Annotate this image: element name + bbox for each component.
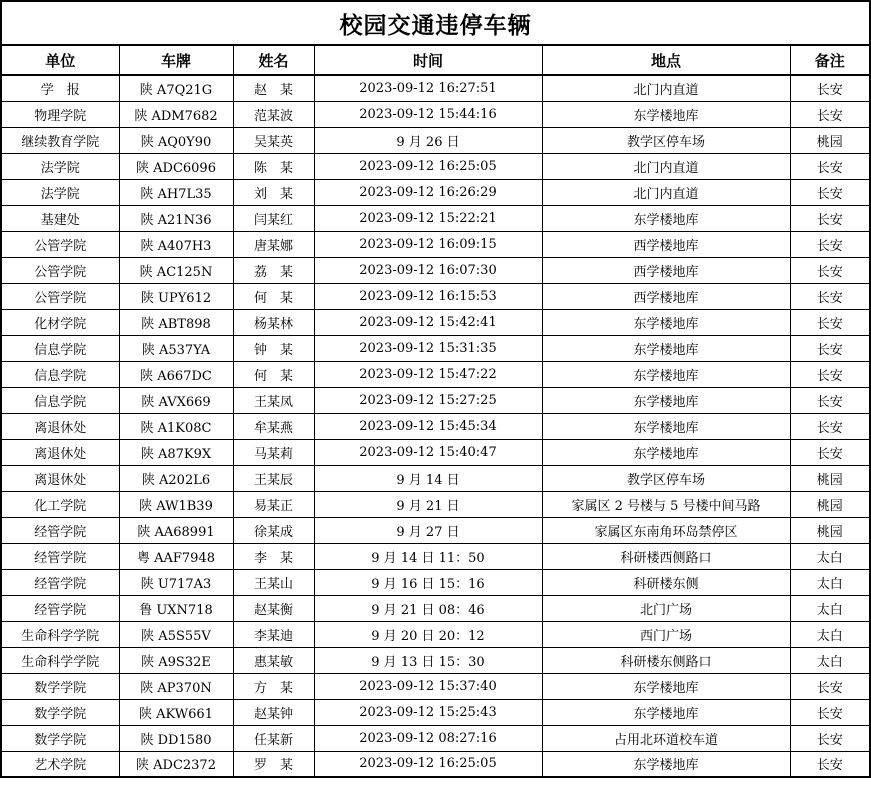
table-cell: 桃园 [790,127,870,153]
table-cell: 长安 [790,75,870,101]
table-cell: 2023-09-12 15:44:16 [314,101,542,127]
table-cell: 赵 某 [233,75,314,101]
table-row [1,517,870,543]
table-cell: 2023-09-12 08:27:16 [314,725,542,751]
table-cell: 长安 [790,673,870,699]
table-cell: 9 月 14 日 11：50 [314,543,542,569]
table-cell: 东学楼地库 [542,205,790,231]
column-header: 单位 [1,45,119,75]
table-cell: 基建处 [1,205,119,231]
table-cell: 惠某敏 [233,647,314,673]
column-header: 车牌 [119,45,233,75]
table-cell: 数学学院 [1,673,119,699]
table-cell: 吴某英 [233,127,314,153]
table-cell: 陕 ADM7682 [119,101,233,127]
table-row [1,543,870,569]
table-cell: 陕 AW1B39 [119,491,233,517]
table-cell: 长安 [790,257,870,283]
table-cell: 长安 [790,179,870,205]
table-row [1,205,870,231]
table-row [1,309,870,335]
column-header: 备注 [790,45,870,75]
table-cell: 东学楼地库 [542,309,790,335]
table-row [1,621,870,647]
table-cell: 东学楼地库 [542,673,790,699]
table-cell: 2023-09-12 15:40:47 [314,439,542,465]
table-cell: 科研楼东侧 [542,569,790,595]
page-title: 校园交通违停车辆 [1,1,870,45]
table-cell: 2023-09-12 16:15:53 [314,283,542,309]
table-cell: 陕 A1K08C [119,413,233,439]
table-cell: 2023-09-12 16:09:15 [314,231,542,257]
table-cell: 公管学院 [1,257,119,283]
table-cell: 公管学院 [1,283,119,309]
table-cell: 粤 AAF7948 [119,543,233,569]
table-cell: 西学楼地库 [542,257,790,283]
table-cell: 离退休处 [1,413,119,439]
table-cell: 信息学院 [1,335,119,361]
table-row [1,335,870,361]
table-cell: 长安 [790,699,870,725]
table-cell: 何 某 [233,283,314,309]
table-cell: 艺术学院 [1,751,119,777]
table-row [1,439,870,465]
table-cell: 荔 某 [233,257,314,283]
table-cell: 陕 ABT898 [119,309,233,335]
table-cell: 2023-09-12 16:27:51 [314,75,542,101]
table-cell: 牟某燕 [233,413,314,439]
table-cell: 教学区停车场 [542,127,790,153]
table-cell: 经管学院 [1,595,119,621]
table-cell: 长安 [790,231,870,257]
table-cell: 陕 A5S55V [119,621,233,647]
table-cell: 化材学院 [1,309,119,335]
table-cell: 陕 A21N36 [119,205,233,231]
table-cell: 2023-09-12 15:27:25 [314,387,542,413]
table-cell: 鲁 UXN718 [119,595,233,621]
title-row [1,1,870,45]
table-cell: 任某新 [233,725,314,751]
table-cell: 9 月 26 日 [314,127,542,153]
table-cell: 桃园 [790,517,870,543]
table-cell: 王某凤 [233,387,314,413]
table-cell: 化工学院 [1,491,119,517]
table-cell: 数学学院 [1,725,119,751]
table-cell: 法学院 [1,179,119,205]
table-cell: 陕 U717A3 [119,569,233,595]
table-row [1,257,870,283]
table-cell: 长安 [790,361,870,387]
table-cell: 物理学院 [1,101,119,127]
table-cell: 徐某成 [233,517,314,543]
table-cell: 北门内直道 [542,75,790,101]
table-cell: 陕 AQ0Y90 [119,127,233,153]
table-cell: 9 月 20 日 20：12 [314,621,542,647]
table-cell: 家属区 2 号楼与 5 号楼中间马路 [542,491,790,517]
table-cell: 长安 [790,153,870,179]
table-row [1,127,870,153]
table-row [1,101,870,127]
table-cell: 陕 AA68991 [119,517,233,543]
table-cell: 生命科学学院 [1,647,119,673]
table-cell: 方 某 [233,673,314,699]
table-cell: 2023-09-12 16:25:05 [314,751,542,777]
table-cell: 刘 某 [233,179,314,205]
table-cell: 占用北环道校车道 [542,725,790,751]
table-cell: 东学楼地库 [542,387,790,413]
table-row [1,153,870,179]
table-cell: 陕 AKW661 [119,699,233,725]
table-cell: 长安 [790,725,870,751]
table-cell: 陕 AP370N [119,673,233,699]
table-cell: 东学楼地库 [542,361,790,387]
table-row [1,413,870,439]
table-cell: 长安 [790,335,870,361]
table-cell: 陕 AC125N [119,257,233,283]
table-cell: 桃园 [790,491,870,517]
table-cell: 教学区停车场 [542,465,790,491]
table-cell: 钟 某 [233,335,314,361]
table-cell: 经管学院 [1,569,119,595]
table-cell: 东学楼地库 [542,699,790,725]
table-cell: 长安 [790,413,870,439]
table-cell: 继续教育学院 [1,127,119,153]
table-cell: 马某莉 [233,439,314,465]
table-cell: 东学楼地库 [542,101,790,127]
table-cell: 陕 A202L6 [119,465,233,491]
table-cell: 何 某 [233,361,314,387]
table-cell: 公管学院 [1,231,119,257]
table-cell: 数学学院 [1,699,119,725]
table-cell: 赵某衡 [233,595,314,621]
table-cell: 9 月 13 日 15：30 [314,647,542,673]
table-cell: 陕 AVX669 [119,387,233,413]
table-cell: 长安 [790,283,870,309]
table-row [1,491,870,517]
table-row [1,725,870,751]
table-cell: 长安 [790,751,870,777]
table-cell: 9 月 21 日 08：46 [314,595,542,621]
table-cell: 太白 [790,569,870,595]
table-cell: 北门内直道 [542,179,790,205]
table-cell: 长安 [790,101,870,127]
table-cell: 信息学院 [1,387,119,413]
table-cell: 赵某钟 [233,699,314,725]
table-row [1,751,870,777]
table-cell: 生命科学学院 [1,621,119,647]
table-cell: 2023-09-12 15:42:41 [314,309,542,335]
table-row [1,75,870,101]
table-cell: 2023-09-12 15:22:21 [314,205,542,231]
table-cell: 信息学院 [1,361,119,387]
table-cell: 太白 [790,621,870,647]
table-cell: 北门内直道 [542,153,790,179]
table-cell: 2023-09-12 15:25:43 [314,699,542,725]
table-cell: 北门广场 [542,595,790,621]
table-cell: 离退休处 [1,439,119,465]
table-cell: 太白 [790,595,870,621]
table-header-row [1,45,870,75]
table-cell: 陈 某 [233,153,314,179]
table-cell: 陕 ADC2372 [119,751,233,777]
table-row [1,647,870,673]
table-row [1,361,870,387]
table-cell: 唐某娜 [233,231,314,257]
column-header: 时间 [314,45,542,75]
table-cell: 东学楼地库 [542,413,790,439]
table-cell: 9 月 14 日 [314,465,542,491]
table-cell: 闫某红 [233,205,314,231]
table-cell: 陕 A87K9X [119,439,233,465]
table-cell: 东学楼地库 [542,751,790,777]
table-cell: 陕 UPY612 [119,283,233,309]
table-cell: 杨某林 [233,309,314,335]
table-cell: 陕 A7Q21G [119,75,233,101]
table-cell: 经管学院 [1,543,119,569]
table-row [1,465,870,491]
table-row [1,569,870,595]
table-row [1,283,870,309]
table-cell: 经管学院 [1,517,119,543]
table-row [1,387,870,413]
table-cell: 陕 A407H3 [119,231,233,257]
table-cell: 家属区东南角环岛禁停区 [542,517,790,543]
table-cell: 2023-09-12 15:31:35 [314,335,542,361]
table-cell: 西门广场 [542,621,790,647]
table-cell: 长安 [790,387,870,413]
table-cell: 陕 AH7L35 [119,179,233,205]
table-cell: 科研楼东侧路口 [542,647,790,673]
table-cell: 长安 [790,205,870,231]
table-cell: 王某辰 [233,465,314,491]
table-cell: 离退休处 [1,465,119,491]
table-cell: 长安 [790,439,870,465]
table-cell: 王某山 [233,569,314,595]
table-cell: 西学楼地库 [542,231,790,257]
table-cell: 2023-09-12 15:47:22 [314,361,542,387]
table-cell: 2023-09-12 15:37:40 [314,673,542,699]
table-cell: 9 月 27 日 [314,517,542,543]
table-cell: 科研楼西侧路口 [542,543,790,569]
table-cell: 陕 A9S32E [119,647,233,673]
table-cell: 2023-09-12 16:25:05 [314,153,542,179]
table-row [1,231,870,257]
table-cell: 2023-09-12 15:45:34 [314,413,542,439]
table-cell: 陕 A667DC [119,361,233,387]
table-row [1,699,870,725]
table-row [1,595,870,621]
table-cell: 法学院 [1,153,119,179]
table-cell: 东学楼地库 [542,439,790,465]
table-row [1,179,870,205]
table-cell: 易某正 [233,491,314,517]
table-cell: 范某波 [233,101,314,127]
column-header: 姓名 [233,45,314,75]
table-cell: 陕 A537YA [119,335,233,361]
table-cell: 学 报 [1,75,119,101]
table-cell: 陕 ADC6096 [119,153,233,179]
table-cell: 长安 [790,309,870,335]
table-cell: 太白 [790,543,870,569]
table-cell: 西学楼地库 [542,283,790,309]
table-cell: 罗 某 [233,751,314,777]
table-cell: 李某迪 [233,621,314,647]
column-header: 地点 [542,45,790,75]
table-row [1,673,870,699]
table-cell: 2023-09-12 16:07:30 [314,257,542,283]
table-cell: 2023-09-12 16:26:29 [314,179,542,205]
table-cell: 9 月 16 日 15：16 [314,569,542,595]
table-cell: 9 月 21 日 [314,491,542,517]
table-cell: 太白 [790,647,870,673]
table-cell: 李 某 [233,543,314,569]
table-cell: 东学楼地库 [542,335,790,361]
table-cell: 陕 DD1580 [119,725,233,751]
table-cell: 桃园 [790,465,870,491]
